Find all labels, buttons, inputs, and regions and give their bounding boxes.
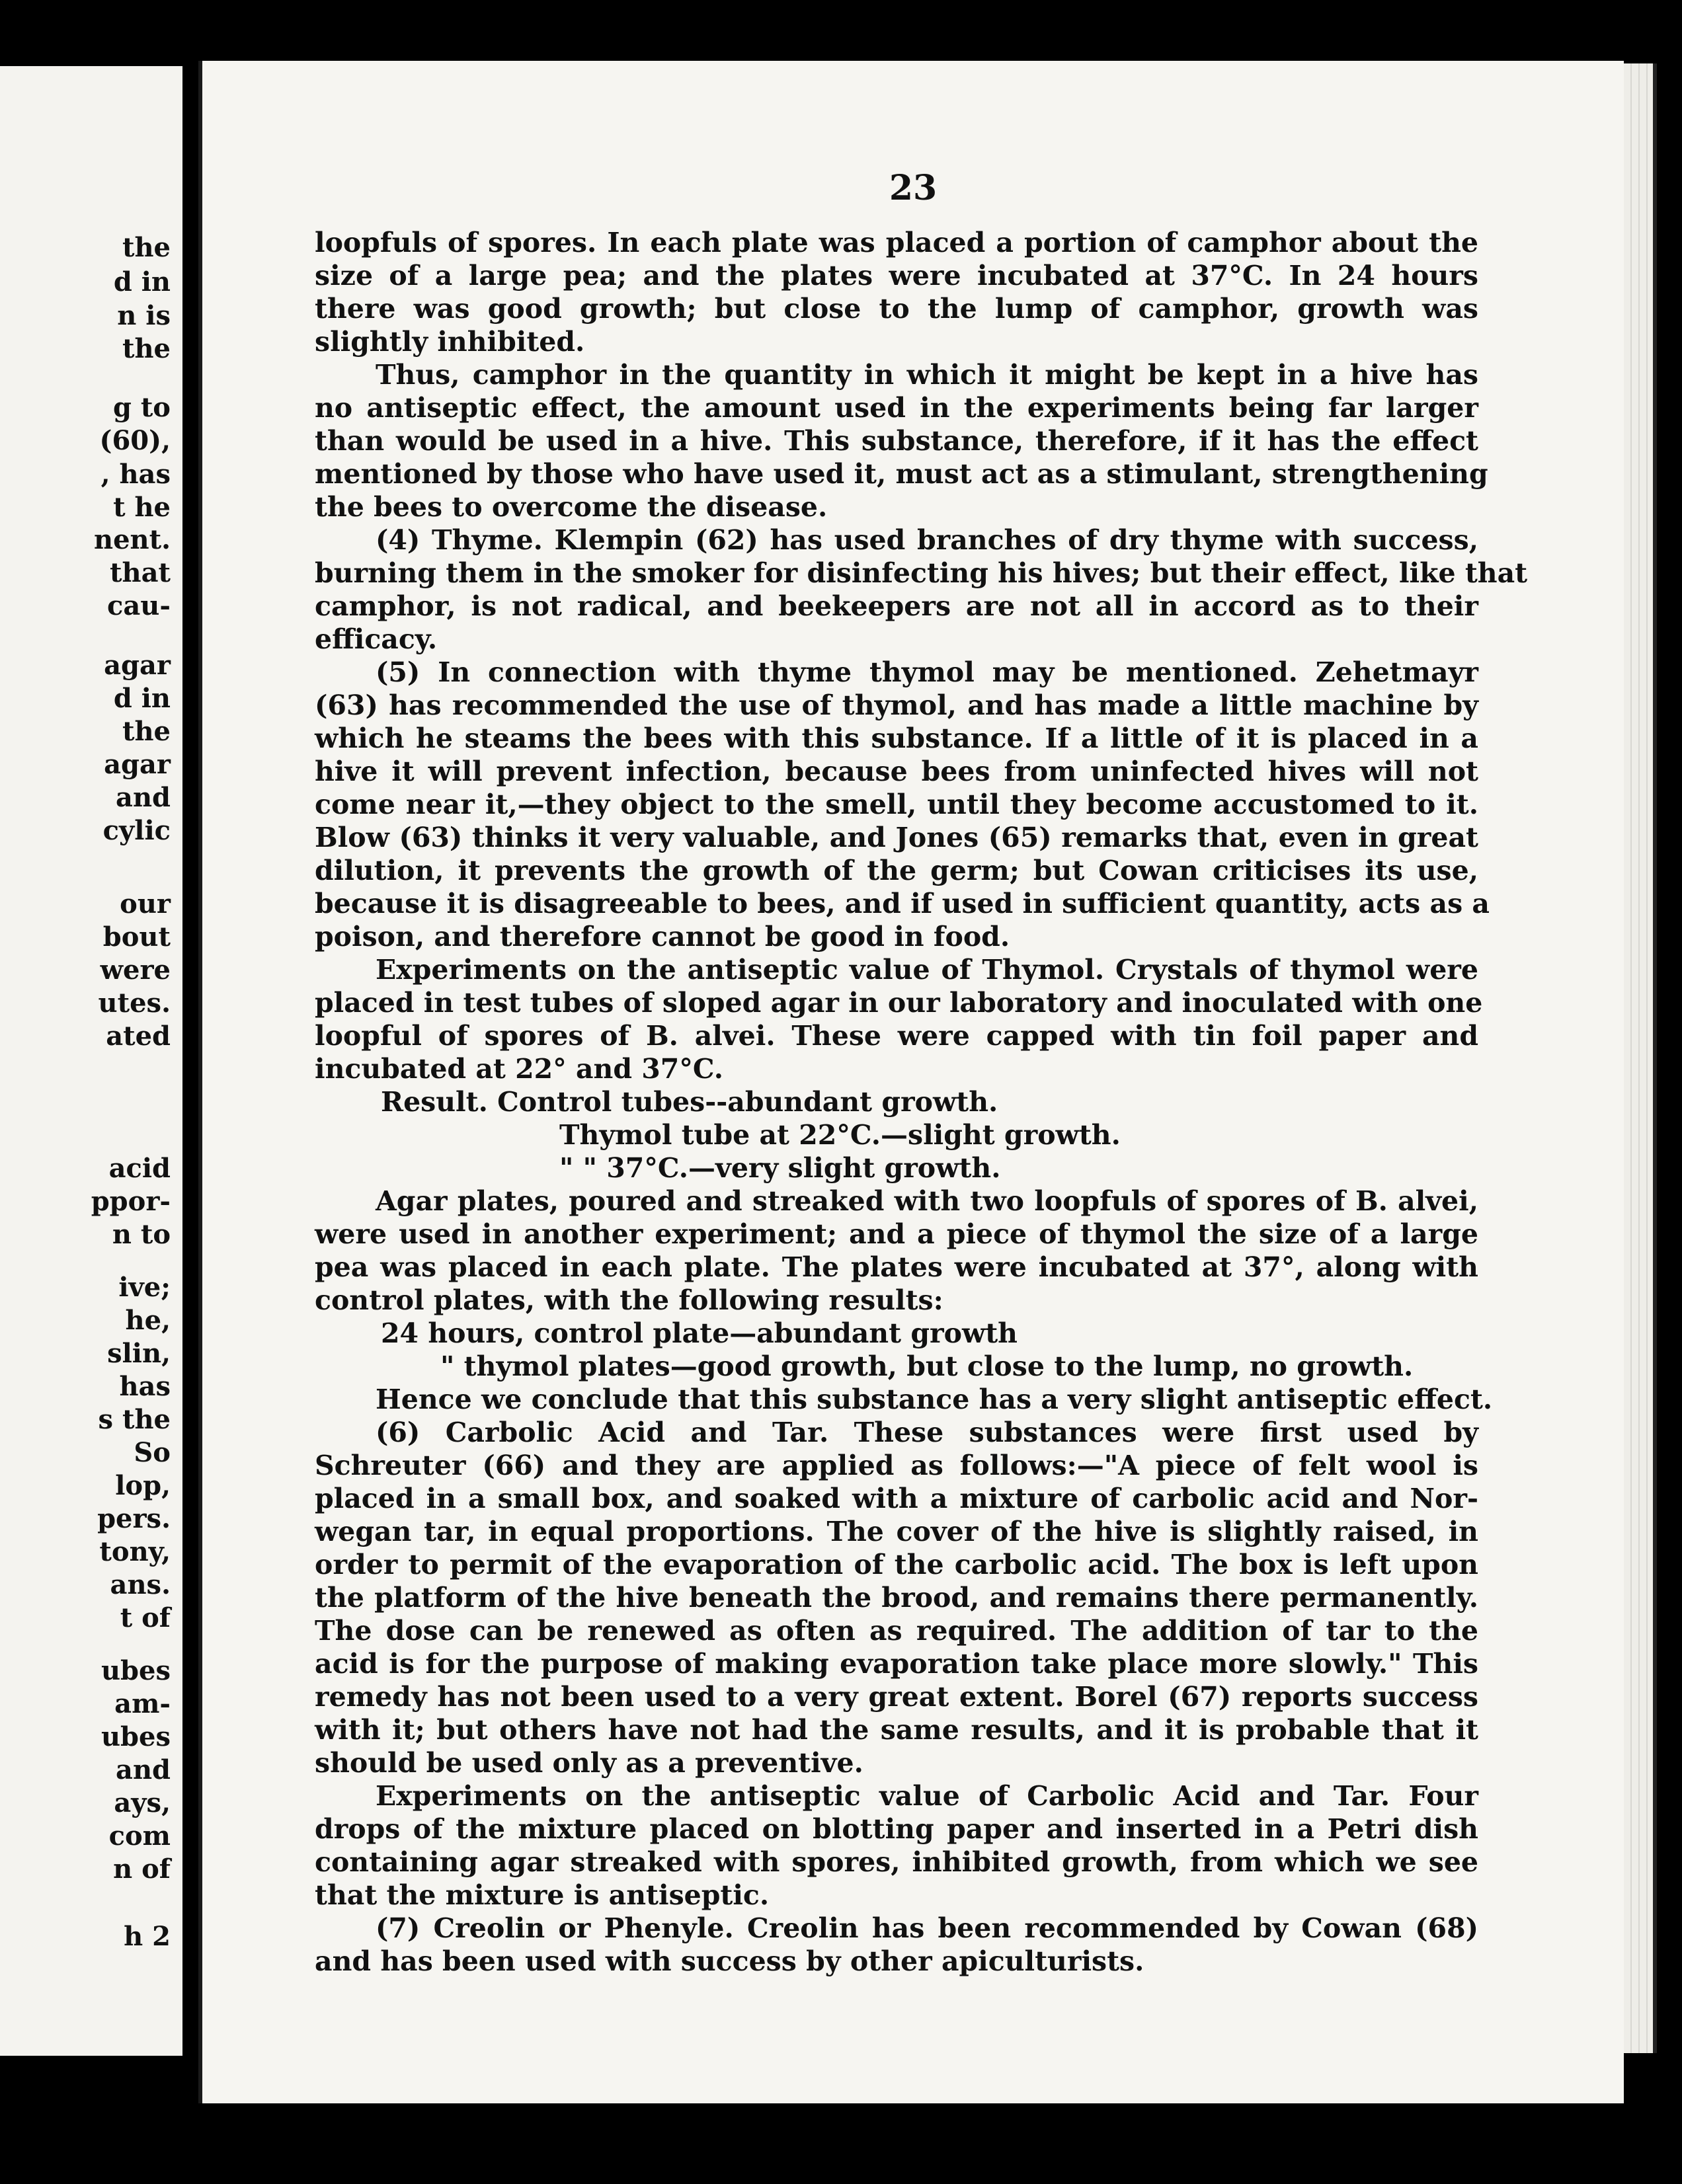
left-fragment: and	[116, 1754, 171, 1785]
left-fragment: , has	[100, 459, 171, 490]
text-line: Blow (63) thinks it very valuable, and Jones (65) remarks that, even in great	[315, 822, 1478, 853]
left-fragment: ated	[106, 1021, 171, 1052]
text-line: containing agar streaked with spores, inhibited growth, from which we see	[315, 1846, 1478, 1878]
text-line: size of a large pea; and the plates were incubated at 37°C. In 24 hours	[315, 260, 1478, 292]
left-fragment: ays,	[114, 1787, 171, 1818]
text-line: loopful of spores of B. alvei. These were capped with tin foil paper and	[315, 1020, 1478, 1052]
text-line: order to permit of the evaporation of the carbolic acid. The box is left upon	[315, 1549, 1478, 1580]
left-fragment: s the	[98, 1404, 171, 1435]
text-line: (7) Creolin or Phenyle. Creolin has been recommended by Cowan (68)	[376, 1912, 1478, 1944]
left-page-strip	[0, 66, 182, 2056]
left-fragment: pers.	[97, 1503, 171, 1534]
text-line: Result. Control tubes--abundant growth.	[381, 1086, 998, 1118]
text-line: there was good growth; but close to the lump of camphor, growth was	[315, 293, 1478, 325]
text-line: incubated at 22° and 37°C.	[315, 1053, 724, 1085]
left-fragment: agar	[104, 749, 171, 780]
text-line: mentioned by those who have used it, must act as a stimulant, strengthening	[315, 458, 1488, 490]
text-line: slightly inhibited.	[315, 326, 585, 358]
left-fragment: am-	[114, 1688, 171, 1719]
left-fragment: nent.	[93, 524, 171, 555]
text-line: (4) Thyme. Klempin (62) has used branches of dry thyme with success,	[376, 524, 1478, 556]
left-fragment: agar	[104, 650, 171, 681]
text-line: 24 hours, control plate—abundant growth	[381, 1317, 1018, 1349]
text-line: (6) Carbolic Acid and Tar. These substances were first used by	[376, 1417, 1478, 1448]
left-fragment: d in	[113, 683, 171, 714]
text-line: which he steams the bees with this substance. If a little of it is placed in a	[315, 722, 1478, 754]
text-line: Experiments on the antiseptic value of Carbolic Acid and Tar. Four	[376, 1780, 1478, 1812]
left-fragment: (60),	[99, 425, 171, 456]
left-fragment: ive;	[118, 1272, 171, 1303]
text-line: than would be used in a hive. This substance, therefore, if it has the effect	[315, 425, 1478, 457]
left-fragment: the	[122, 333, 171, 364]
text-line: placed in test tubes of sloped agar in our laboratory and inoculated with one	[315, 987, 1483, 1019]
text-line: poison, and therefore cannot be good in food.	[315, 921, 1010, 953]
text-line: acid is for the purpose of making evaporation take place more slowly." This	[315, 1648, 1478, 1680]
text-line: " " 37°C.—very slight growth.	[559, 1152, 1001, 1184]
left-fragment: ans.	[110, 1569, 171, 1600]
left-fragment: t of	[120, 1602, 171, 1633]
text-line: should be used only as a preventive.	[315, 1747, 863, 1779]
left-fragment: n of	[113, 1853, 171, 1885]
left-fragment: bout	[102, 921, 171, 953]
text-line: the platform of the hive beneath the brood, and remains there permanently.	[315, 1582, 1478, 1614]
text-line: dilution, it prevents the growth of the germ; but Cowan criticises its use,	[315, 855, 1478, 886]
left-fragment: g to	[112, 392, 171, 423]
text-line: because it is disagreeable to bees, and if used in sufficient quantity, acts as a	[315, 888, 1490, 919]
text-line: pea was placed in each plate. The plates were incubated at 37°, along with	[315, 1251, 1478, 1283]
left-fragment: cau-	[107, 590, 171, 621]
text-line: Agar plates, poured and streaked with two loopfuls of spores of B. alvei,	[376, 1185, 1478, 1217]
text-line: control plates, with the following results:	[315, 1284, 943, 1316]
left-fragment: lop,	[115, 1470, 171, 1501]
left-fragment: n to	[112, 1219, 171, 1250]
left-fragment: com	[108, 1820, 171, 1852]
left-fragment: cylic	[102, 815, 171, 846]
text-line: burning them in the smoker for disinfecting his hives; but their effect, like that	[315, 557, 1528, 589]
text-line: drops of the mixture placed on blotting paper and inserted in a Petri dish	[315, 1813, 1478, 1845]
left-fragment: has	[119, 1371, 171, 1402]
text-line: Schreuter (66) and they are applied as follows:—"A piece of felt wool is	[315, 1450, 1478, 1481]
text-line: " thymol plates—good growth, but close to the lump, no growth.	[440, 1350, 1414, 1382]
left-fragment: utes.	[98, 988, 171, 1019]
left-fragment: ubes	[100, 1655, 171, 1686]
text-line: the bees to overcome the disease.	[315, 491, 828, 523]
left-fragment: ppor-	[91, 1186, 171, 1217]
text-line: (63) has recommended the use of thymol, and has made a little machine by	[315, 689, 1478, 721]
left-fragment: slin,	[107, 1338, 171, 1369]
text-line: loopfuls of spores. In each plate was placed a portion of camphor about the	[315, 227, 1478, 258]
body-text	[315, 226, 1528, 1978]
text-line: were used in another experiment; and a piece of thymol the size of a large	[315, 1218, 1478, 1250]
text-line: Hence we conclude that this substance has a very slight antiseptic effect.	[376, 1384, 1493, 1415]
text-line: hive it will prevent infection, because bees from uninfected hives will not	[315, 756, 1478, 787]
left-fragment: acid	[108, 1153, 171, 1184]
left-fragment: h 2	[124, 1921, 171, 1952]
text-line: Thus, camphor in the quantity in which it might be kept in a hive has	[376, 359, 1478, 391]
text-line: with it; but others have not had the same results, and it is probable that it	[315, 1714, 1478, 1746]
text-line: and has been used with success by other apiculturists.	[315, 1945, 1144, 1977]
text-line: remedy has not been used to a very great extent. Borel (67) reports success	[315, 1681, 1478, 1713]
left-fragment: our	[120, 888, 171, 919]
left-fragment: that	[110, 557, 171, 588]
left-fragment: t he	[113, 492, 171, 523]
left-fragment: ubes	[100, 1721, 171, 1752]
text-line: no antiseptic effect, the amount used in the experiments being far larger	[315, 392, 1478, 424]
text-line: The dose can be renewed as often as required. The addition of tar to the	[315, 1615, 1478, 1647]
text-line: (5) In connection with thyme thymol may be mentioned. Zehetmayr	[376, 656, 1478, 688]
text-line: placed in a small box, and soaked with a mixture of carbolic acid and Nor-	[315, 1483, 1478, 1514]
text-line: camphor, is not radical, and beekeepers are not all in accord as to their	[315, 590, 1478, 622]
left-fragment: n is	[117, 300, 171, 331]
left-fragment: he,	[125, 1305, 171, 1336]
text-line: that the mixture is antiseptic.	[315, 1879, 770, 1911]
left-fragment: were	[100, 955, 171, 986]
text-line: efficacy.	[315, 623, 438, 655]
text-line: come near it,—they object to the smell, until they become accustomed to it.	[315, 789, 1478, 820]
page-number: 23	[889, 168, 938, 208]
left-fragment: So	[134, 1437, 171, 1468]
main-page	[198, 61, 1624, 2103]
left-fragment: the	[122, 716, 171, 747]
text-line: Thymol tube at 22°C.—slight growth.	[559, 1119, 1121, 1151]
left-fragment: tony,	[99, 1536, 171, 1567]
text-line: Experiments on the antiseptic value of Thymol. Crystals of thymol were	[376, 954, 1478, 986]
text-line: wegan tar, in equal proportions. The cover of the hive is slightly raised, in	[315, 1516, 1478, 1547]
left-fragment: the	[122, 232, 171, 263]
left-fragment: d in	[113, 266, 171, 297]
left-fragment: and	[116, 782, 171, 813]
